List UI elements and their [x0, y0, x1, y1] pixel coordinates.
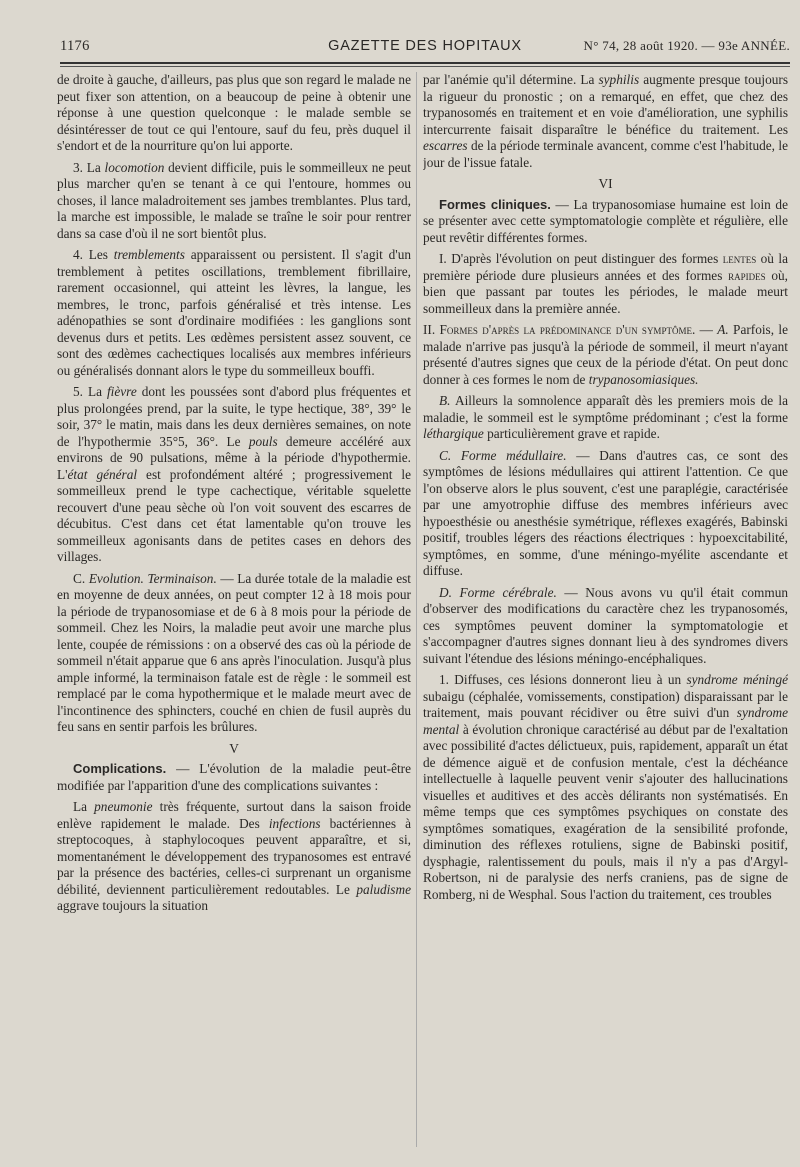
paragraph-tremblements: 4. Les tremblements apparaissent ou persistent. Il s'agit d'un tremblement à petites oscillations, tremblement fibrillaire, rarement occasionnel, qui atteint les lèvres, la langue, les membres, le tronc, parfois généralisé et très intense. Les adénopathies se sont d'ordinaire modifiées : les ganglions sont devenus durs et petits. Les œdèmes persistent assez souvent, ce sont des œdèmes cachectiques localisés aux membres inférieurs ou généralisés donnant alors le type du sommeilleux bouffi.: [57, 247, 411, 378]
header-rule: [60, 62, 790, 64]
paragraph-anemie: par l'anémie qu'il détermine. La syphilis augmente presque toujours la rigueur du pronostic ; on a remarqué, en effet, que chez des trypanosomés en traitement et en voie d'amélioration, une syphilis intercurrente faisait disparaître le bénéfice du traitement. Les escarres de la période terminale avancent, comme c'est l'habitude, le jour de l'issue fatale.: [423, 72, 788, 170]
journal-title: GAZETTE DES HOPITAUX: [328, 38, 522, 54]
left-column: [57, 72, 411, 1152]
right-column: [423, 72, 788, 1152]
header-rule-thin: [60, 66, 790, 67]
paragraph-formes-cliniques: Formes cliniques. — La trypanosomiase humaine est loin de se présenter avec cette symptomatologie complète et régulière, elle peut revêtir différentes formes.: [423, 196, 788, 245]
paragraph-complications: Complications. — L'évolution de la maladie peut-être modifiée par l'apparition d'une des complications suivantes :: [57, 761, 411, 793]
paragraph-predominance: II. Formes d'après la prédominance d'un symptôme. — A. Parfois, le malade n'arrive pas jusqu'à la période de sommeil, il meurt n'ayant présenté d'autres signes que ceux de la période d'état. On peut donc donner à ces formes le nom de trypanosomiasiques.: [423, 322, 788, 387]
paragraph-evolution: C. Evolution. Terminaison. — La durée totale de la maladie est en moyenne de deux années, on peut compter 12 à 18 mois pour la période de trypanosomiase et de 6 à 8 mois pour la période de sommeil. Chez les Noirs, la maladie peut avoir une marche plus lente, coupée de rémissions : on a observé des cas où la période de sommeil n'était apparue que 6 ans après l'inoculation. Jusqu'à plus ample informé, la terminaison fatale est de règle : le sommeil est remplacé par le coma hypothermique et le malade meurt avec de l'incontinence des sphincters, couché en chien de fusil auprès du feu sans en sentir parfois les brûlures.: [57, 570, 411, 734]
paragraph: de droite à gauche, d'ailleurs, pas plus que son regard le malade ne peut fixer son attention, on a beaucoup de peine à obtenir une réponse à une question quelconque : le malade semble se désintéresser de tout ce qui l'entoure, sauf du feu, près duquel il s'endort et de la nourriture qu'on lui apporte.: [57, 72, 411, 153]
paragraph-cerebrale: D. Forme cérébrale. — Nous avons vu qu'il était commun d'observer des modifications du caractère chez les trypanosomés, ces symptômes peuvent dominer la symptomatologie et s'accompagner d'autres signes donnant lieu à des syndromes divers suivant l'étendue des lésions méningo-encéphaliques.: [423, 584, 788, 666]
column-divider: [416, 72, 417, 1147]
paragraph-lethargique: B. Ailleurs la somnolence apparaît dès les premiers mois de la maladie, le sommeil est le symptôme prédominant ; c'est la forme léthargique particulièrement grave et rapide.: [423, 393, 788, 441]
paragraph-diffuses: 1. Diffuses, ces lésions donneront lieu à un syndrome méningé subaigu (céphalée, vomissements, constipation) disparaissant par le traitement, mais pouvant récidiver ou être suivi d'un syndrome mental à évolution chronique caractérisé au début par de l'exaltation avec possibilité d'actes délictueux, puis, rapidement, apparaît un état de démence aiguë et de confusion mentale, c'est la déchéance intellectuelle à laquelle peuvent venir s'ajouter des hallucinations visuelles et auditives et des accès délirants non systématisés. En même temps que ces symptômes psychiques on constate des symptômes somatiques, exagération de la sensibilité profonde, diminution des réflexes rotuliens, signe de Babinski positif, dysphagie, ralentissement du pouls, mais il n'y a pas d'Argyl-Robertson, ni de paralysie des nerfs craniens, pas de signe de Romberg, ni de Wesphal. Sous l'action du traitement, ces troubles: [423, 672, 788, 902]
issue-info: N° 74, 28 août 1920. — 93e ANNÉE.: [583, 38, 790, 53]
paragraph-pneumonie: La pneumonie très fréquente, surtout dans la saison froide enlève rapidement le malade. Des infections bactériennes à streptocoques, à staphylocoques peuvent apparaître, et si, momentanément le développement des trypanosomes est entravé par la présence des bactéries, celles-ci surprenant un organisme débilité, deviennent particulièrement redoutables. Le paludisme aggrave toujours la situation: [57, 799, 411, 913]
section-heading-vi: VI: [598, 176, 613, 191]
paragraph-medullaire: C. Forme médullaire. — Dans d'autres cas, ce sont des symptômes de lésions médullaires qui attirent l'attention. Ce que l'on observe alors le plus souvent, c'est une paraplégie, caractérisée par une amyotrophie diffuse des membres inférieurs avec hypoesthésie ou anesthésie symétrique, réflexes exagérés, Babinski positif, troubles légers des réactions électriques : hypoexcitabilité, symptômes, en somme, d'une méningo-myélite ascendante et diffuse.: [423, 447, 788, 578]
paragraph-fievre: 5. La fièvre dont les poussées sont d'abord plus fréquentes et plus prolongées prend, par la suite, le type hectique, 38°, 39° le soir, 37° le matin, mais dans les deux dernières semaines, on note de l'hypothermie 35°5, 36°. Le pouls demeure accéléré aux environs de 90 pulsations, même à la période d'hypothermie. L'état général est profondément altéré ; progressivement le sommeilleux prend le type cachectique, véritable squelette recouvert d'une peau sèche où l'on voit souvent des escarres de décubitus. C'est dans cet état lamentable qu'on trouve les sommeilleux agonisants dans de petites cases en dehors des villages.: [57, 384, 411, 564]
section-heading-v: V: [229, 740, 239, 756]
page-number: 1176: [60, 38, 90, 54]
page-header: [60, 38, 790, 62]
paragraph-evolution-formes: I. D'après l'évolution on peut distinguer des formes lentes où la première période dure plusieurs années et des formes rapides où, bien que passant par toutes les périodes, le malade meurt sommeilleux dans la première année.: [423, 251, 788, 316]
paragraph-locomotion: 3. La locomotion devient difficile, puis le sommeilleux ne peut plus marcher qu'en se tenant à ce qui l'entoure, hommes ou choses, il lance maladroitement ses jambes tremblantes. Plus tard, la marche est impossible, le malade se traîne le soir pour rentrer dans sa case d'où il ne sort bientôt plus.: [57, 159, 411, 241]
